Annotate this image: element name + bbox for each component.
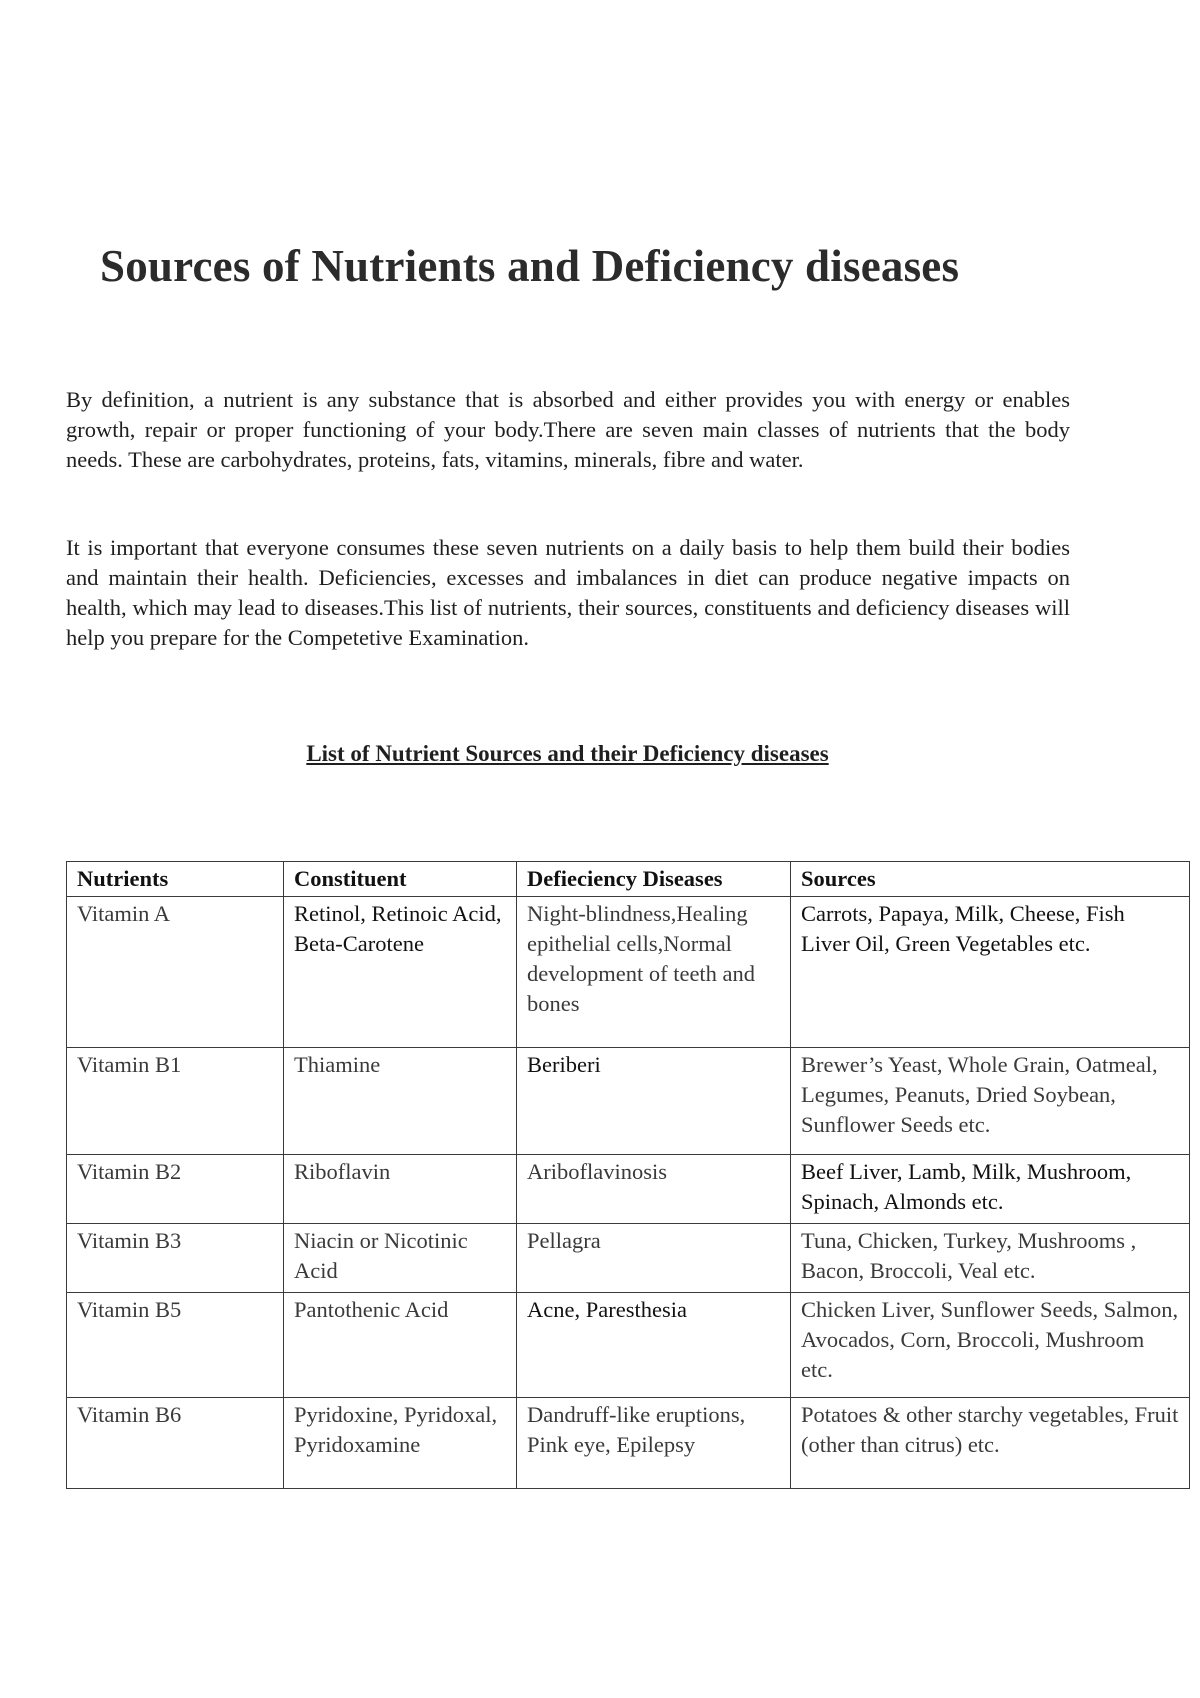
cell-nutrient: Vitamin A	[67, 897, 284, 1048]
nutrient-table	[66, 861, 1190, 1489]
cell-deficiency: Ariboflavinosis	[517, 1155, 791, 1224]
cell-deficiency: Night-blindness,Healing epithelial cells,Normal development of teeth and bones	[517, 897, 791, 1048]
cell-sources: Tuna, Chicken, Turkey, Mushrooms , Bacon, Broccoli, Veal etc.	[791, 1224, 1190, 1293]
table-row	[67, 1155, 1190, 1224]
cell-sources: Potatoes & other starchy vegetables, Fruit (other than citrus) etc.	[791, 1398, 1190, 1489]
cell-nutrient: Vitamin B3	[67, 1224, 284, 1293]
table-row	[67, 1293, 1190, 1398]
cell-sources: Chicken Liver, Sunflower Seeds, Salmon, Avocados, Corn, Broccoli, Mushroom etc.	[791, 1293, 1190, 1398]
cell-nutrient: Vitamin B2	[67, 1155, 284, 1224]
cell-constituent: Retinol, Retinoic Acid, Beta-Carotene	[284, 897, 517, 1048]
cell-nutrient: Vitamin B6	[67, 1398, 284, 1489]
cell-deficiency: Beriberi	[517, 1048, 791, 1155]
cell-constituent: Pyridoxine, Pyridoxal, Pyridoxamine	[284, 1398, 517, 1489]
cell-deficiency: Acne, Paresthesia	[517, 1293, 791, 1398]
cell-deficiency: Pellagra	[517, 1224, 791, 1293]
cell-constituent: Niacin or Nicotinic Acid	[284, 1224, 517, 1293]
intro-paragraph-definition: By definition, a nutrient is any substance that is absorbed and either provides you with energy or enables growth, repair or proper functioning of your body.There are seven main classes of nutrients that the body needs. These are carbohydrates, proteins, fats, vitamins, minerals, fibre and water.	[66, 387, 1070, 472]
cell-sources: Carrots, Papaya, Milk, Cheese, Fish Liver Oil, Green Vegetables etc.	[791, 897, 1190, 1048]
header-sources: Sources	[791, 862, 1190, 897]
cell-constituent: Pantothenic Acid	[284, 1293, 517, 1398]
cell-constituent: Riboflavin	[284, 1155, 517, 1224]
cell-nutrient: Vitamin B1	[67, 1048, 284, 1155]
cell-constituent: Thiamine	[284, 1048, 517, 1155]
table-row	[67, 1398, 1190, 1489]
header-nutrients: Nutrients	[67, 862, 284, 897]
table-row	[67, 1048, 1190, 1155]
header-constituent: Constituent	[284, 862, 517, 897]
page-title: Sources of Nutrients and Deficiency diseases	[100, 241, 960, 291]
cell-nutrient: Vitamin B5	[67, 1293, 284, 1398]
table-row	[67, 897, 1190, 1048]
cell-sources: Brewer’s Yeast, Whole Grain, Oatmeal, Legumes, Peanuts, Dried Soybean, Sunflower Seeds etc.	[791, 1048, 1190, 1155]
table-row	[67, 1224, 1190, 1293]
table-header-row	[67, 862, 1190, 897]
intro-paragraph-importance: It is important that everyone consumes these seven nutrients on a daily basis to help them build their bodies and maintain their health. Deficiencies, excesses and imbalances in diet can produce negative impacts on health, which may lead to diseases.This list of nutrients, their sources, constituents and deficiency diseases will help you prepare for the Competetive Examination.	[66, 535, 1070, 650]
header-deficiency-diseases: Defieciency Diseases	[517, 862, 791, 897]
table-title: List of Nutrient Sources and their Deficiency diseases	[306, 741, 829, 766]
cell-sources: Beef Liver, Lamb, Milk, Mushroom, Spinach, Almonds etc.	[791, 1155, 1190, 1224]
cell-deficiency: Dandruff-like eruptions, Pink eye, Epilepsy	[517, 1398, 791, 1489]
